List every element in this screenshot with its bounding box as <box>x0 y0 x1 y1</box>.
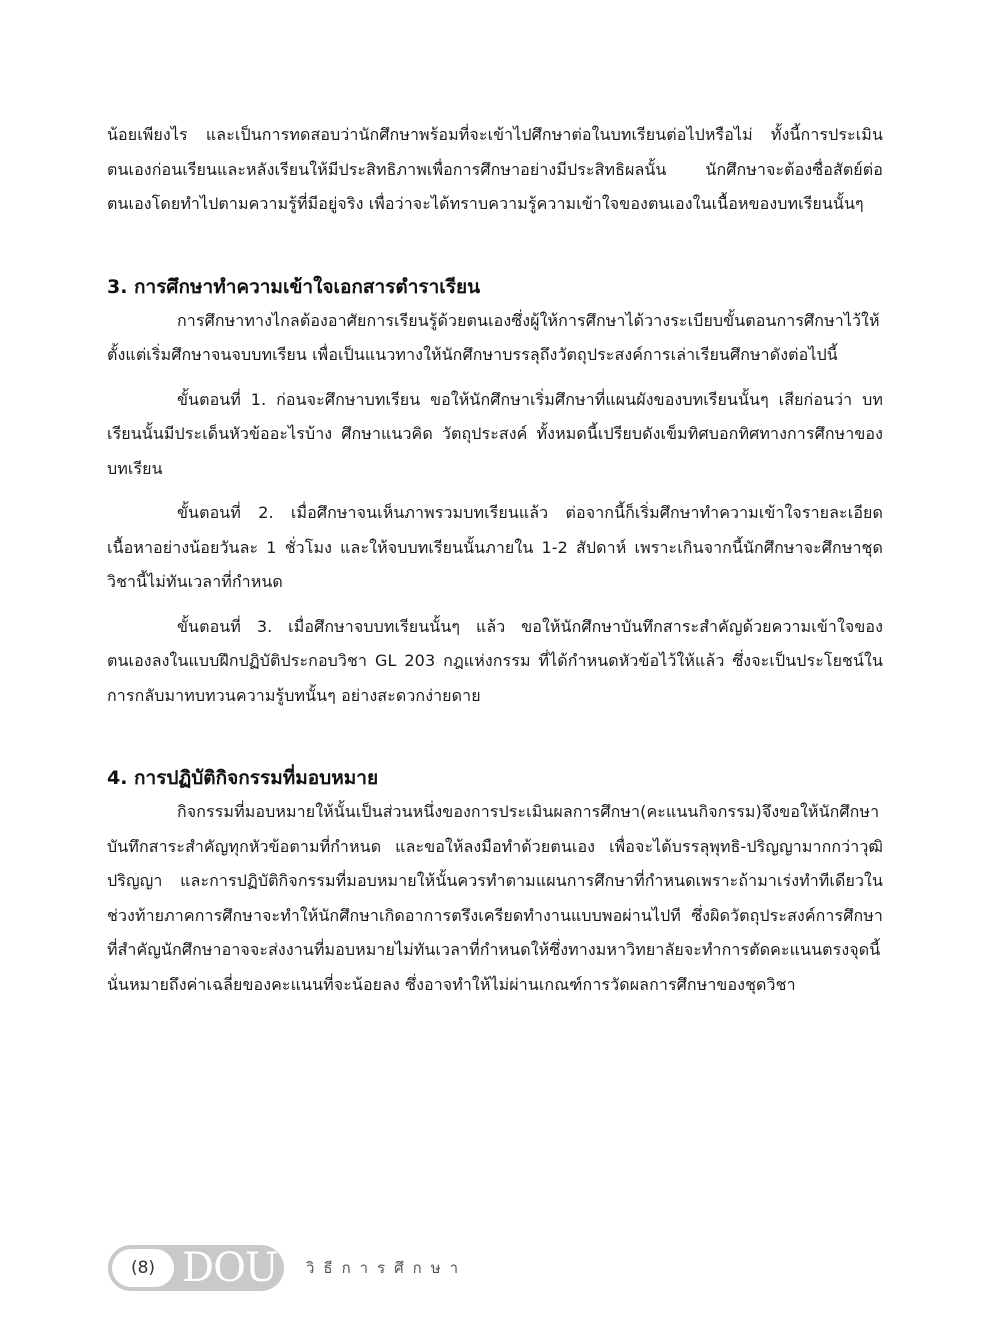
section-3-paragraph-1: การศึกษาทางไกลต้องอาศัยการเรียนรู้ด้วยตนเองซึ่งผู้ให้การศึกษาได้วางระเบียบขั้นตอนการศึกษาไว้ให้ตั้งแต่เริ่มศึกษาจนจบบทเรียน เพื่อเป็นแนวทางให้นักศึกษาบรรลุถึงวัตถุประสงค์การเล่าเรียนศึกษาดังต่อไปนี้ <box>107 310 880 364</box>
footer-title: วิธีการศึกษา <box>306 1259 468 1277</box>
section-4-heading: 4. การปฏิบัติกิจกรรมที่มอบหมาย <box>107 767 379 789</box>
section-3-step-3: ขั้นตอนที่ 3. เมื่อศึกษาจบบทเรียนนั้นๆ แล้ว ขอให้นักศึกษาบันทึกสาระสำคัญด้วยความเข้าใจของตนเองลงในแบบฝึกปฏิบัติประกอบวิชา GL 203 กฎแห่งกรรม ที่ได้กำหนดหัวข้อไว้ให้แล้ว ซึ่งจะเป็นประโยชน์ในการกลับมาทบทวนความรู้บทนั้นๆ อย่างสะดวกง่ายดาย <box>107 616 883 705</box>
page-footer <box>108 1245 467 1291</box>
dou-logo: DOU <box>182 1245 278 1291</box>
page-number: (8) <box>112 1249 174 1287</box>
dou-badge <box>108 1245 284 1291</box>
section-3-heading: 3. การศึกษาทำความเข้าใจเอกสารตำราเรียน <box>107 275 481 298</box>
page-content <box>107 118 883 1002</box>
section-4-paragraph: กิจกรรมที่มอบหมายให้นั้นเป็นส่วนหนึ่งของการประเมินผลการศึกษา(คะแนนกิจกรรม)จึงขอให้นักศึกษาบันทึกสาระสำคัญทุกหัวข้อตามที่กำหนด และขอให้ลงมือทำด้วยตนเอง เพื่อจะได้บรรลุพุทธิ-ปริญญามากกว่าวุฒิปริญญา และการปฏิบัติกิจกรรมที่มอบหมายให้นั้นควรทำตามแผนการศึกษาที่กำหนดเพราะถ้ามาเร่งทำทีเดียวในช่วงท้ายภาคการศึกษาจะทำให้นักศึกษาเกิดอาการตรึงเครียดทำงานแบบพอผ่านไปที ซึ่งผิดวัตถุประสงค์การศึกษา ที่สำคัญนักศึกษาอาจจะส่งงานที่มอบหมายไม่ทันเวลาที่กำหนดให้ซึ่งทางมหาวิทยาลัยจะทำการตัดคะแนนตรงจุดนี้ นั่นหมายถึงค่าเฉลี่ยของคะแนนที่จะน้อยลง ซึ่งอาจทำให้ไม่ผ่านเกณฑ์การวัดผลการศึกษาของชุดวิชา <box>107 802 883 994</box>
section-3-step-2: ขั้นตอนที่ 2. เมื่อศึกษาจนเห็นภาพรวมบทเรียนแล้ว ต่อจากนี้ก็เริ่มศึกษาทำความเข้าใจรายละเอียดเนื้อหาอย่างน้อยวันละ 1 ชั่วโมง และให้จบบทเรียนนั้นภายใน 1-2 สัปดาห์ เพราะเกินจากนี้นักศึกษาจะศึกษาชุดวิชานี้ไม่ทันเวลาที่กำหนด <box>107 503 883 591</box>
section-3-step-1: ขั้นตอนที่ 1. ก่อนจะศึกษาบทเรียน ขอให้นักศึกษาเริ่มศึกษาที่แผนผังของบทเรียนนั้นๆ เสียก่อนว่า บทเรียนนั้นมีประเด็นหัวข้ออะไรบ้าง ศึกษาแนวคิด วัตถุประสงค์ ทั้งหมดนี้เปรียบดังเข็มทิศบอกทิศทางการศึกษาของบทเรียน <box>107 389 883 478</box>
intro-paragraph: น้อยเพียงไร และเป็นการทดสอบว่านักศึกษาพร้อมที่จะเข้าไปศึกษาต่อในบทเรียนต่อไปหรือไม่ ทั้งนี้การประเมินตนเองก่อนเรียนและหลังเรียนให้มีประสิทธิภาพเพื่อการศึกษาอย่างมีประสิทธิผลนั้น นักศึกษาจะต้องซื่อสัตย์ต่อตนเองโดยทำไปตามความรู้ที่มีอยู่จริง เพื่อว่าจะได้ทราบความรู้ความเข้าใจของตนเองในเนื้อหของบทเรียนนั้นๆ <box>107 125 883 213</box>
